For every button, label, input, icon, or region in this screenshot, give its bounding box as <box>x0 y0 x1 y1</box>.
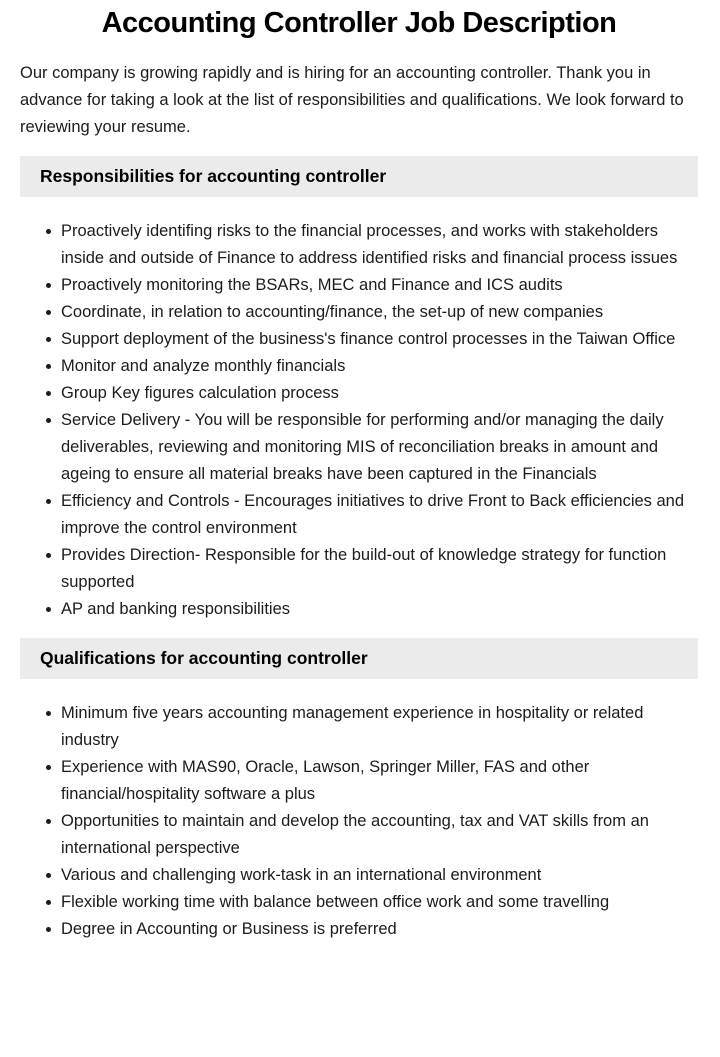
list-item: Group Key figures calculation process <box>20 380 698 407</box>
list-item: Coordinate, in relation to accounting/finance, the set-up of new companies <box>20 299 698 326</box>
list-item: Service Delivery - You will be responsible for performing and/or managing the daily deliverables, reviewing and monitoring MIS of reconciliation breaks in amount and ageing to ensure all material breaks have been captured in the Financials <box>20 407 698 488</box>
section-header-qualifications: Qualifications for accounting controller <box>20 638 698 679</box>
list-item: Degree in Accounting or Business is preferred <box>20 916 698 943</box>
list-item: Minimum five years accounting management experience in hospitality or related industry <box>20 700 698 754</box>
intro-paragraph: Our company is growing rapidly and is hiring for an accounting controller. Thank you in advance for taking a look at the list of responsibilities and qualifications. We look forward to reviewing your resume. <box>20 64 684 136</box>
page-title: Accounting Controller Job Description <box>101 7 617 39</box>
list-item: Monitor and analyze monthly financials <box>20 353 698 380</box>
list-item: Various and challenging work-task in an international environment <box>20 862 698 889</box>
section-header-responsibilities: Responsibilities for accounting controller <box>20 156 698 197</box>
list-item: AP and banking responsibilities <box>20 596 698 623</box>
list-item: Flexible working time with balance between office work and some travelling <box>20 889 698 916</box>
list-item: Proactively monitoring the BSARs, MEC and Finance and ICS audits <box>20 272 698 299</box>
list-item: Experience with MAS90, Oracle, Lawson, Springer Miller, FAS and other financial/hospitality software a plus <box>20 754 698 808</box>
list-item: Opportunities to maintain and develop the accounting, tax and VAT skills from an international perspective <box>20 808 698 862</box>
list-item: Support deployment of the business's finance control processes in the Taiwan Office <box>20 326 698 353</box>
list-item: Efficiency and Controls - Encourages initiatives to drive Front to Back efficiencies and improve the control environment <box>20 488 698 542</box>
section-qualifications <box>20 638 698 943</box>
section-responsibilities <box>20 156 698 623</box>
qualifications-list <box>20 700 698 943</box>
list-item: Provides Direction- Responsible for the build-out of knowledge strategy for function supported <box>20 542 698 596</box>
list-item: Proactively identifing risks to the financial processes, and works with stakeholders inside and outside of Finance to address identified risks and financial process issues <box>20 218 698 272</box>
responsibilities-list <box>20 218 698 623</box>
